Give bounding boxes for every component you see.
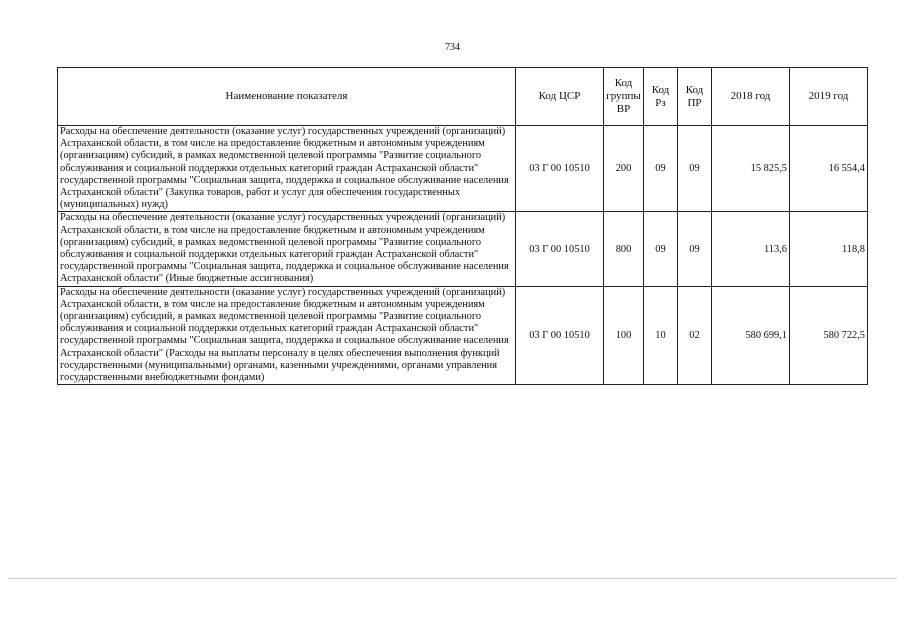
row-csr: 03 Г 00 10510	[516, 126, 604, 212]
row-name: Расходы на обеспечение деятельности (оказание услуг) государственных учреждений (организаций) Астраханской области, в том числе на предоставление бюджетным и автономным учреждениям (организациям) субсидий, в рамках ведомственной целевой программы "Развитие социального обслуживания и социальной поддержки отдельных категорий граждан Астраханской области" государственной программы "Социальная защита, поддержка и социальное обслуживание населения Астраханской области" (Расходы на выплаты персоналу в целях обеспечения выполнения функций государственными (муниципальными) органами, казенными учреждениями, органами управления государственными внебюджетными фондами)	[58, 286, 516, 385]
row-rz: 09	[644, 212, 678, 286]
row-rz: 10	[644, 286, 678, 385]
row-vr: 800	[604, 212, 644, 286]
table-header-row	[58, 68, 868, 126]
row-vr: 200	[604, 126, 644, 212]
table-row	[58, 286, 868, 385]
row-vr: 100	[604, 286, 644, 385]
row-rz: 09	[644, 126, 678, 212]
budget-table	[57, 67, 868, 385]
row-2018: 580 699,1	[712, 286, 790, 385]
table-row	[58, 212, 868, 286]
header-2018: 2018 год	[712, 68, 790, 126]
header-rz: Код Рз	[644, 68, 678, 126]
header-pr: Код ПР	[678, 68, 712, 126]
row-pr: 09	[678, 126, 712, 212]
row-csr: 03 Г 00 10510	[516, 286, 604, 385]
row-2018: 113,6	[712, 212, 790, 286]
page-number: 734	[445, 42, 460, 53]
header-2019: 2019 год	[790, 68, 868, 126]
header-vr: Код группы ВР	[604, 68, 644, 126]
row-2018: 15 825,5	[712, 126, 790, 212]
row-2019: 580 722,5	[790, 286, 868, 385]
row-pr: 02	[678, 286, 712, 385]
row-pr: 09	[678, 212, 712, 286]
row-2019: 16 554,4	[790, 126, 868, 212]
row-name: Расходы на обеспечение деятельности (оказание услуг) государственных учреждений (организаций) Астраханской области, в том числе на предоставление бюджетным и автономным учреждениям (организациям) субсидий, в рамках ведомственной целевой программы "Развитие социального обслуживания и социальной поддержки отдельных категорий граждан Астраханской области" государственной программы "Социальная защита, поддержка и социальное обслуживание населения Астраханской области" (Закупка товаров, работ и услуг для обеспечения государственных (муниципальных) нужд)	[58, 126, 516, 212]
table-row	[58, 126, 868, 212]
row-name: Расходы на обеспечение деятельности (оказание услуг) государственных учреждений (организаций) Астраханской области, в том числе на предоставление бюджетным и автономным учреждениям (организациям) субсидий, в рамках ведомственной целевой программы "Развитие социального обслуживания и социальной поддержки отдельных категорий граждан Астраханской области" государственной программы "Социальная защита, поддержка и социальное обслуживание населения Астраханской области" (Иные бюджетные ассигнования)	[58, 212, 516, 286]
row-2019: 118,8	[790, 212, 868, 286]
row-csr: 03 Г 00 10510	[516, 212, 604, 286]
header-name: Наименование показателя	[58, 68, 516, 126]
page-bottom-divider	[8, 578, 897, 579]
header-csr: Код ЦСР	[516, 68, 604, 126]
